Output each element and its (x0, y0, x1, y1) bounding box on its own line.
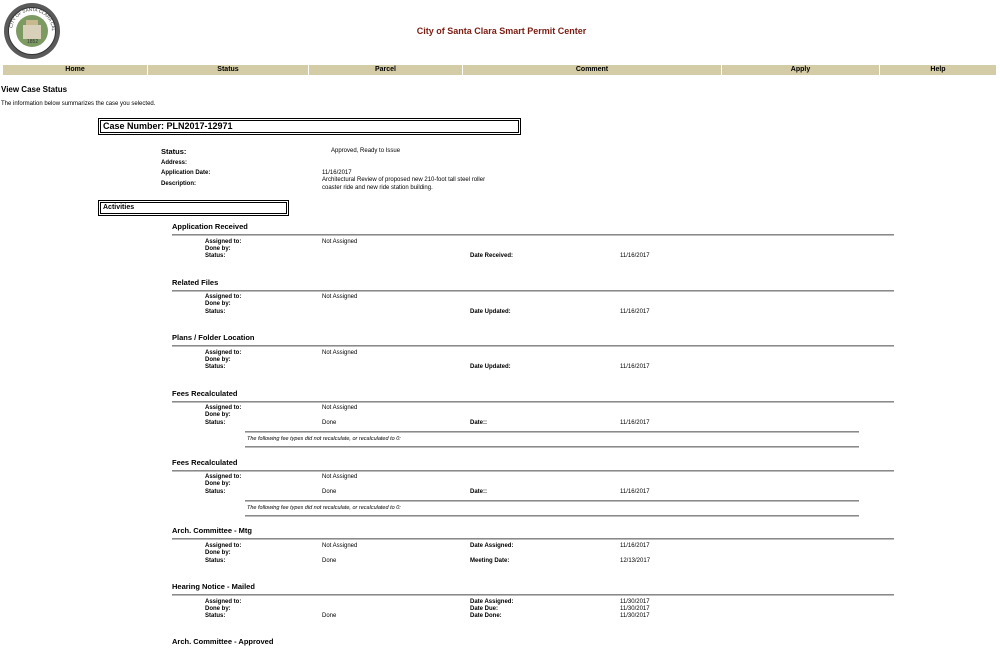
activity-assigned-label: Assigned to: (205, 599, 242, 605)
activity-title: Related Files (172, 278, 219, 287)
activity-date-label: Date Received: (470, 253, 514, 259)
activity-title: Fees Recalculated (172, 458, 238, 467)
activity-assigned-label: Assigned to: (205, 405, 242, 411)
activity-date-value: 11/16/2017 (620, 489, 650, 495)
activity-done-label: Done by: (205, 357, 231, 363)
fee-note-divider (245, 500, 859, 502)
fee-note-divider (245, 431, 859, 433)
fee-note-divider (245, 446, 859, 448)
activity-divider (172, 234, 894, 236)
case-address-label: Address: (161, 160, 188, 166)
activity-title: Arch. Committee - Mtg (172, 526, 253, 535)
case-status-value: Approved, Ready to Issue (331, 148, 401, 154)
activity-date-assigned-label: Date Assigned: (470, 543, 514, 549)
activity-status-value: Done (322, 558, 337, 564)
activity-date-label: Date Updated: (470, 309, 511, 315)
activity-assigned-value: Not Assigned (322, 543, 358, 549)
fee-note-divider (245, 515, 859, 517)
activity-status-label: Status: (205, 613, 226, 619)
activity-status-value: Done (322, 489, 337, 495)
case-appdate-label: Application Date: (161, 170, 211, 176)
nav-comment[interactable]: Comment (463, 65, 722, 75)
nav-parcel[interactable]: Parcel (309, 65, 463, 75)
site-title: City of Santa Clara Smart Permit Center (416, 26, 587, 36)
activity-done-label: Done by: (205, 246, 231, 252)
activity-status-label: Status: (205, 420, 226, 426)
activity-date-assigned-value: 11/16/2017 (620, 543, 650, 549)
activity-status-value: Done (322, 613, 337, 619)
city-seal-logo (4, 3, 60, 59)
activity-title: Arch. Committee - Approved (172, 637, 274, 646)
activity-date-value: 11/16/2017 (620, 420, 650, 426)
activity-done-label: Done by: (205, 550, 231, 556)
activity-date-label: Date:: (470, 420, 488, 426)
case-number: Case Number: PLN2017-12971 (100, 120, 519, 133)
activity-status-label: Status: (205, 253, 226, 259)
activity-assigned-value: Not Assigned (322, 474, 358, 480)
activity-done-label: Done by: (205, 481, 231, 487)
activity-status-label: Status: (205, 364, 226, 370)
activity-status-label: Status: (205, 558, 226, 564)
nav-status[interactable]: Status (148, 65, 309, 75)
activity-meeting-date-label: Meeting Date: (470, 558, 510, 564)
main-nav (3, 65, 997, 75)
activity-date-value: 11/16/2017 (620, 364, 650, 370)
activity-assigned-value: Not Assigned (322, 294, 358, 300)
activity-divider (172, 401, 894, 403)
case-number-box (98, 118, 521, 135)
activity-date-assigned-label: Date Assigned: (470, 599, 514, 605)
activity-title: Application Received (172, 222, 248, 231)
activity-title: Plans / Folder Location (172, 333, 255, 342)
activity-assigned-label: Assigned to: (205, 239, 242, 245)
activity-meeting-date-value: 12/13/2017 (620, 558, 651, 564)
activity-title: Fees Recalculated (172, 389, 238, 398)
activity-done-label: Done by: (205, 412, 231, 418)
activity-date-due-label: Date Due: (470, 606, 499, 612)
case-description-label: Description: (161, 181, 197, 187)
page-intro: The information below summarizes the case you selected. (1, 101, 156, 107)
case-description-line2: coaster ride and new ride station building. (322, 185, 433, 191)
activity-date-done-value: 11/30/2017 (620, 613, 650, 619)
case-description-line1: Architectural Review of proposed new 210-foot tall steel roller (322, 177, 486, 183)
activity-assigned-label: Assigned to: (205, 294, 242, 300)
case-status-label: Status: (161, 147, 187, 156)
activity-date-label: Date:: (470, 489, 488, 495)
activity-divider (172, 538, 894, 540)
activity-date-label: Date Updated: (470, 364, 511, 370)
activity-date-assigned-value: 11/30/2017 (620, 599, 650, 605)
activity-date-value: 11/16/2017 (620, 253, 650, 259)
page-heading: View Case Status (1, 85, 68, 94)
activity-divider (172, 345, 894, 347)
activity-divider (172, 594, 894, 596)
activity-assigned-value: Not Assigned (322, 350, 358, 356)
activity-date-due-value: 11/30/2017 (620, 606, 650, 612)
activity-date-done-label: Date Done: (470, 613, 502, 619)
nav-help[interactable]: Help (880, 65, 997, 75)
fee-note: The following fee types did not recalculate, or recalculated to 0: (247, 505, 401, 511)
activities-label: Activities (100, 202, 287, 214)
activity-title: Hearing Notice - Mailed (172, 582, 255, 591)
case-appdate-value: 11/16/2017 (322, 170, 352, 176)
nav-apply[interactable]: Apply (722, 65, 880, 75)
activity-done-label: Done by: (205, 606, 231, 612)
activity-assigned-label: Assigned to: (205, 350, 242, 356)
activity-divider (172, 470, 894, 472)
activity-status-value: Done (322, 420, 337, 426)
activity-assigned-label: Assigned to: (205, 474, 242, 480)
activity-assigned-label: Assigned to: (205, 543, 242, 549)
activity-divider (172, 290, 894, 292)
activity-assigned-value: Not Assigned (322, 239, 358, 245)
activity-date-value: 11/16/2017 (620, 309, 650, 315)
activity-status-label: Status: (205, 489, 226, 495)
svg-text:CITY OF SANTA CLARA CALIFORNIA: CITY OF SANTA CLARA CAL (8, 6, 57, 32)
activity-status-label: Status: (205, 309, 226, 315)
activity-assigned-value: Not Assigned (322, 405, 358, 411)
fee-note: The following fee types did not recalculate, or recalculated to 0: (247, 436, 401, 442)
activity-done-label: Done by: (205, 301, 231, 307)
nav-home[interactable]: Home (3, 65, 148, 75)
activities-box (98, 200, 289, 216)
seal-year: 1852 (27, 39, 39, 45)
